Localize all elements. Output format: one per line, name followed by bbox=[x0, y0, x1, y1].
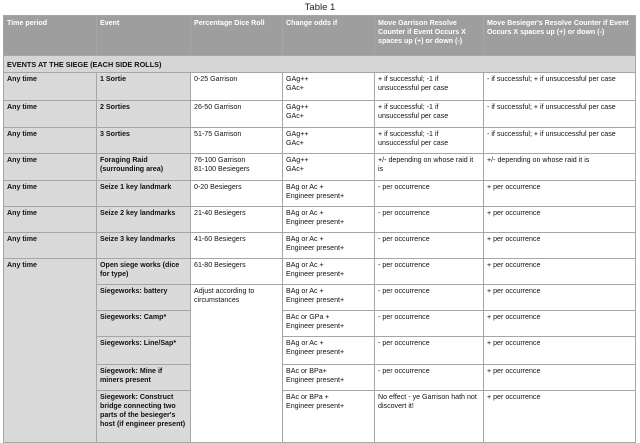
odds-line: BAg or Ac + bbox=[286, 261, 324, 269]
garrison-cell: - per occurrence bbox=[375, 337, 484, 365]
time-cell-merged: Any time bbox=[4, 259, 97, 443]
event-cell: Siegeworks: battery bbox=[97, 285, 191, 311]
garrison-cell: No effect - ye Garrison hath not discovert it! bbox=[375, 391, 484, 443]
event-cell: Siegework: Mine if miners present bbox=[97, 365, 191, 391]
table-row bbox=[4, 337, 636, 365]
dice-lines: 76-100 Garrison 81-100 Besiegers bbox=[194, 156, 250, 173]
besieger-cell: +/- depending on whose raid it is bbox=[484, 154, 636, 181]
odds-line: BAg or Ac + bbox=[286, 183, 324, 191]
dice-cell: 51-75 Garrison bbox=[191, 128, 283, 154]
odds-line: GAg++ bbox=[286, 130, 309, 138]
section-title: EVENTS AT THE SIEGE (EACH SIDE ROLLS) bbox=[4, 56, 636, 73]
odds-line: GAc+ bbox=[286, 139, 304, 147]
garrison-cell: - per occurrence bbox=[375, 311, 484, 337]
besieger-cell: + per occurrence bbox=[484, 233, 636, 259]
odds-line: BAg or Ac + bbox=[286, 287, 324, 295]
odds-cell bbox=[283, 391, 375, 443]
garrison-cell: - per occurrence bbox=[375, 285, 484, 311]
header-dice-roll: Percentage Dice Roll bbox=[191, 16, 283, 56]
event-cell: Seize 3 key landmarks bbox=[97, 233, 191, 259]
table-caption: Table 1 bbox=[304, 2, 336, 13]
dice-cell bbox=[191, 154, 283, 181]
event-cell: Siegeworks: Camp* bbox=[97, 311, 191, 337]
table-row bbox=[4, 128, 636, 154]
dice-cell: 26-50 Garrison bbox=[191, 101, 283, 128]
time-cell: Any time bbox=[4, 181, 97, 207]
table-row bbox=[4, 285, 636, 311]
header-besieger-resolve: Move Besieger's Resolve Counter if Event Occurs X spaces up (+) or down (-) bbox=[484, 16, 636, 56]
odds-line: BAg or Ac + bbox=[286, 235, 324, 243]
odds-cell bbox=[283, 101, 375, 128]
table-row bbox=[4, 391, 636, 443]
garrison-cell: + if successful; -1 if unsuccessful per case bbox=[375, 128, 484, 154]
besieger-cell: - if successful; + if unsuccessful per case bbox=[484, 101, 636, 128]
header-event: Event bbox=[97, 16, 191, 56]
event-cell: 1 Sortie bbox=[97, 73, 191, 101]
event-cell: Seize 2 key landmarks bbox=[97, 207, 191, 233]
odds-line: Engineer present+ bbox=[286, 296, 345, 304]
odds-line: Engineer present+ bbox=[286, 218, 345, 226]
garrison-cell: - per occurrence bbox=[375, 181, 484, 207]
event-cell: Siegeworks: Line/Sap* bbox=[97, 337, 191, 365]
odds-line: GAg++ bbox=[286, 103, 309, 111]
odds-cell bbox=[283, 154, 375, 181]
table-row bbox=[4, 259, 636, 285]
garrison-cell: - per occurrence bbox=[375, 365, 484, 391]
odds-line: BAc or BPa+ bbox=[286, 367, 327, 375]
odds-line: Engineer present+ bbox=[286, 402, 345, 410]
table-row bbox=[4, 154, 636, 181]
odds-cell bbox=[283, 207, 375, 233]
table-row bbox=[4, 365, 636, 391]
header-row bbox=[4, 16, 636, 56]
garrison-cell: - per occurrence bbox=[375, 207, 484, 233]
time-cell: Any time bbox=[4, 73, 97, 101]
time-cell: Any time bbox=[4, 154, 97, 181]
odds-cell bbox=[283, 128, 375, 154]
header-time-period: Time period bbox=[4, 16, 97, 56]
besieger-cell: + per occurrence bbox=[484, 365, 636, 391]
dice-cell: 41-60 Besiegers bbox=[191, 233, 283, 259]
event-cell: 3 Sorties bbox=[97, 128, 191, 154]
besieger-cell: + per occurrence bbox=[484, 181, 636, 207]
odds-line: Engineer present+ bbox=[286, 192, 345, 200]
odds-cell bbox=[283, 259, 375, 285]
odds-line: Engineer present+ bbox=[286, 270, 345, 278]
adjust-note-cell: Adjust according to circumstances bbox=[191, 285, 283, 443]
garrison-cell: - per occurrence bbox=[375, 259, 484, 285]
besieger-cell: + per occurrence bbox=[484, 285, 636, 311]
odds-cell bbox=[283, 337, 375, 365]
odds-line: BAg or Ac + bbox=[286, 209, 324, 217]
besieger-cell: + per occurrence bbox=[484, 337, 636, 365]
odds-line: BAc or BPa + bbox=[286, 393, 329, 401]
odds-cell bbox=[283, 181, 375, 207]
section-row bbox=[4, 56, 636, 73]
header-garrison-resolve: Move Garrison Resolve Counter if Event Occurs X spaces up (+) or down (-) bbox=[375, 16, 484, 56]
odds-line: GAg++ bbox=[286, 156, 309, 164]
besieger-cell: - if successful; + if unsuccessful per case bbox=[484, 73, 636, 101]
table-row bbox=[4, 233, 636, 259]
odds-line: BAg or Ac + bbox=[286, 339, 324, 347]
table-row bbox=[4, 101, 636, 128]
time-cell: Any time bbox=[4, 128, 97, 154]
odds-line: GAg++ bbox=[286, 75, 309, 83]
besieger-cell: + per occurrence bbox=[484, 311, 636, 337]
odds-cell bbox=[283, 311, 375, 337]
besieger-cell: + per occurrence bbox=[484, 259, 636, 285]
odds-cell bbox=[283, 285, 375, 311]
event-cell: Siegework: Construct bridge connecting two parts of the besieger's host (if engineer present) bbox=[97, 391, 191, 443]
besieger-cell: + per occurrence bbox=[484, 207, 636, 233]
odds-line: Engineer present+ bbox=[286, 376, 345, 384]
table-row bbox=[4, 207, 636, 233]
event-cell: Foraging Raid (surrounding area) bbox=[97, 154, 191, 181]
odds-line: GAc+ bbox=[286, 165, 304, 173]
odds-line: Engineer present+ bbox=[286, 244, 345, 252]
odds-line: GAc+ bbox=[286, 112, 304, 120]
odds-line: BAc or GPa + bbox=[286, 313, 330, 321]
dice-cell: 61-80 Besiegers bbox=[191, 259, 283, 285]
siege-events-table bbox=[3, 15, 636, 443]
odds-cell bbox=[283, 233, 375, 259]
dice-cell: 21-40 Besiegers bbox=[191, 207, 283, 233]
garrison-cell: +/- depending on whose raid it is bbox=[375, 154, 484, 181]
table-row bbox=[4, 311, 636, 337]
time-cell: Any time bbox=[4, 101, 97, 128]
odds-cell bbox=[283, 73, 375, 101]
event-cell: 2 Sorties bbox=[97, 101, 191, 128]
table-row bbox=[4, 181, 636, 207]
garrison-cell: + if successful; -1 if unsuccessful per case bbox=[375, 73, 484, 101]
odds-cell bbox=[283, 365, 375, 391]
odds-line: Engineer present+ bbox=[286, 348, 345, 356]
besieger-cell: - if successful; + if unsuccessful per case bbox=[484, 128, 636, 154]
besieger-cell: + per occurrence bbox=[484, 391, 636, 443]
odds-line: GAc+ bbox=[286, 84, 304, 92]
odds-line: Engineer present+ bbox=[286, 322, 345, 330]
header-change-odds: Change odds if bbox=[283, 16, 375, 56]
garrison-cell: - per occurrence bbox=[375, 233, 484, 259]
dice-cell: 0-20 Besiegers bbox=[191, 181, 283, 207]
garrison-cell: + if successful; -1 if unsuccessful per case bbox=[375, 101, 484, 128]
dice-cell: 0-25 Garrison bbox=[191, 73, 283, 101]
time-cell: Any time bbox=[4, 207, 97, 233]
event-cell: Seize 1 key landmark bbox=[97, 181, 191, 207]
time-cell: Any time bbox=[4, 233, 97, 259]
table-row bbox=[4, 73, 636, 101]
event-cell: Open siege works (dice for type) bbox=[97, 259, 191, 285]
